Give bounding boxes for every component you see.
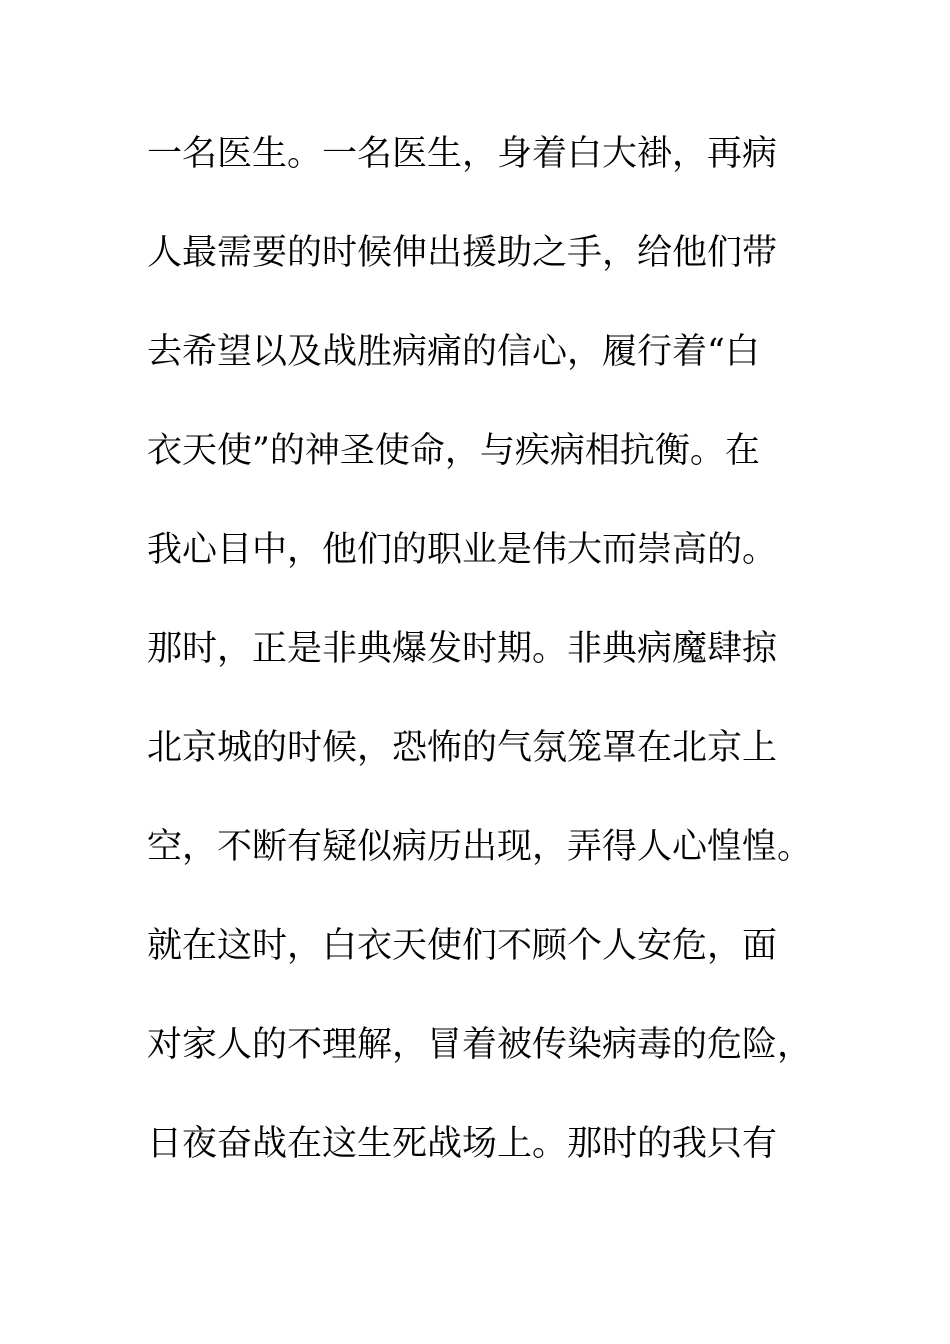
text-line: 我心目中，他们的职业是伟大而崇高的。 <box>147 530 778 570</box>
text-line: 对家人的不理解，冒着被传染病毒的危险， <box>147 1025 813 1065</box>
text-line: 日夜奋战在这生死战场上。那时的我只有 <box>147 1124 778 1164</box>
body-text <box>147 126 847 1215</box>
text-line: 一名医生。一名医生，身着白大褂，再病 <box>147 134 778 174</box>
text-line: 北京城的时候，恐怖的气氛笼罩在北京上 <box>147 728 778 768</box>
text-line: 去希望以及战胜病痛的信心，履行着“白 <box>147 332 760 372</box>
text-line: 就在这时，白衣天使们不顾个人安危，面 <box>147 926 778 966</box>
text-line: 衣天使”的神圣使命，与疾病相抗衡。在 <box>147 431 760 471</box>
text-line: 空，不断有疑似病历出现，弄得人心惶惶。 <box>147 827 813 867</box>
text-line: 那时，正是非典爆发时期。非典病魔肆掠 <box>147 629 778 669</box>
text-line: 人最需要的时候伸出援助之手，给他们带 <box>147 233 778 273</box>
